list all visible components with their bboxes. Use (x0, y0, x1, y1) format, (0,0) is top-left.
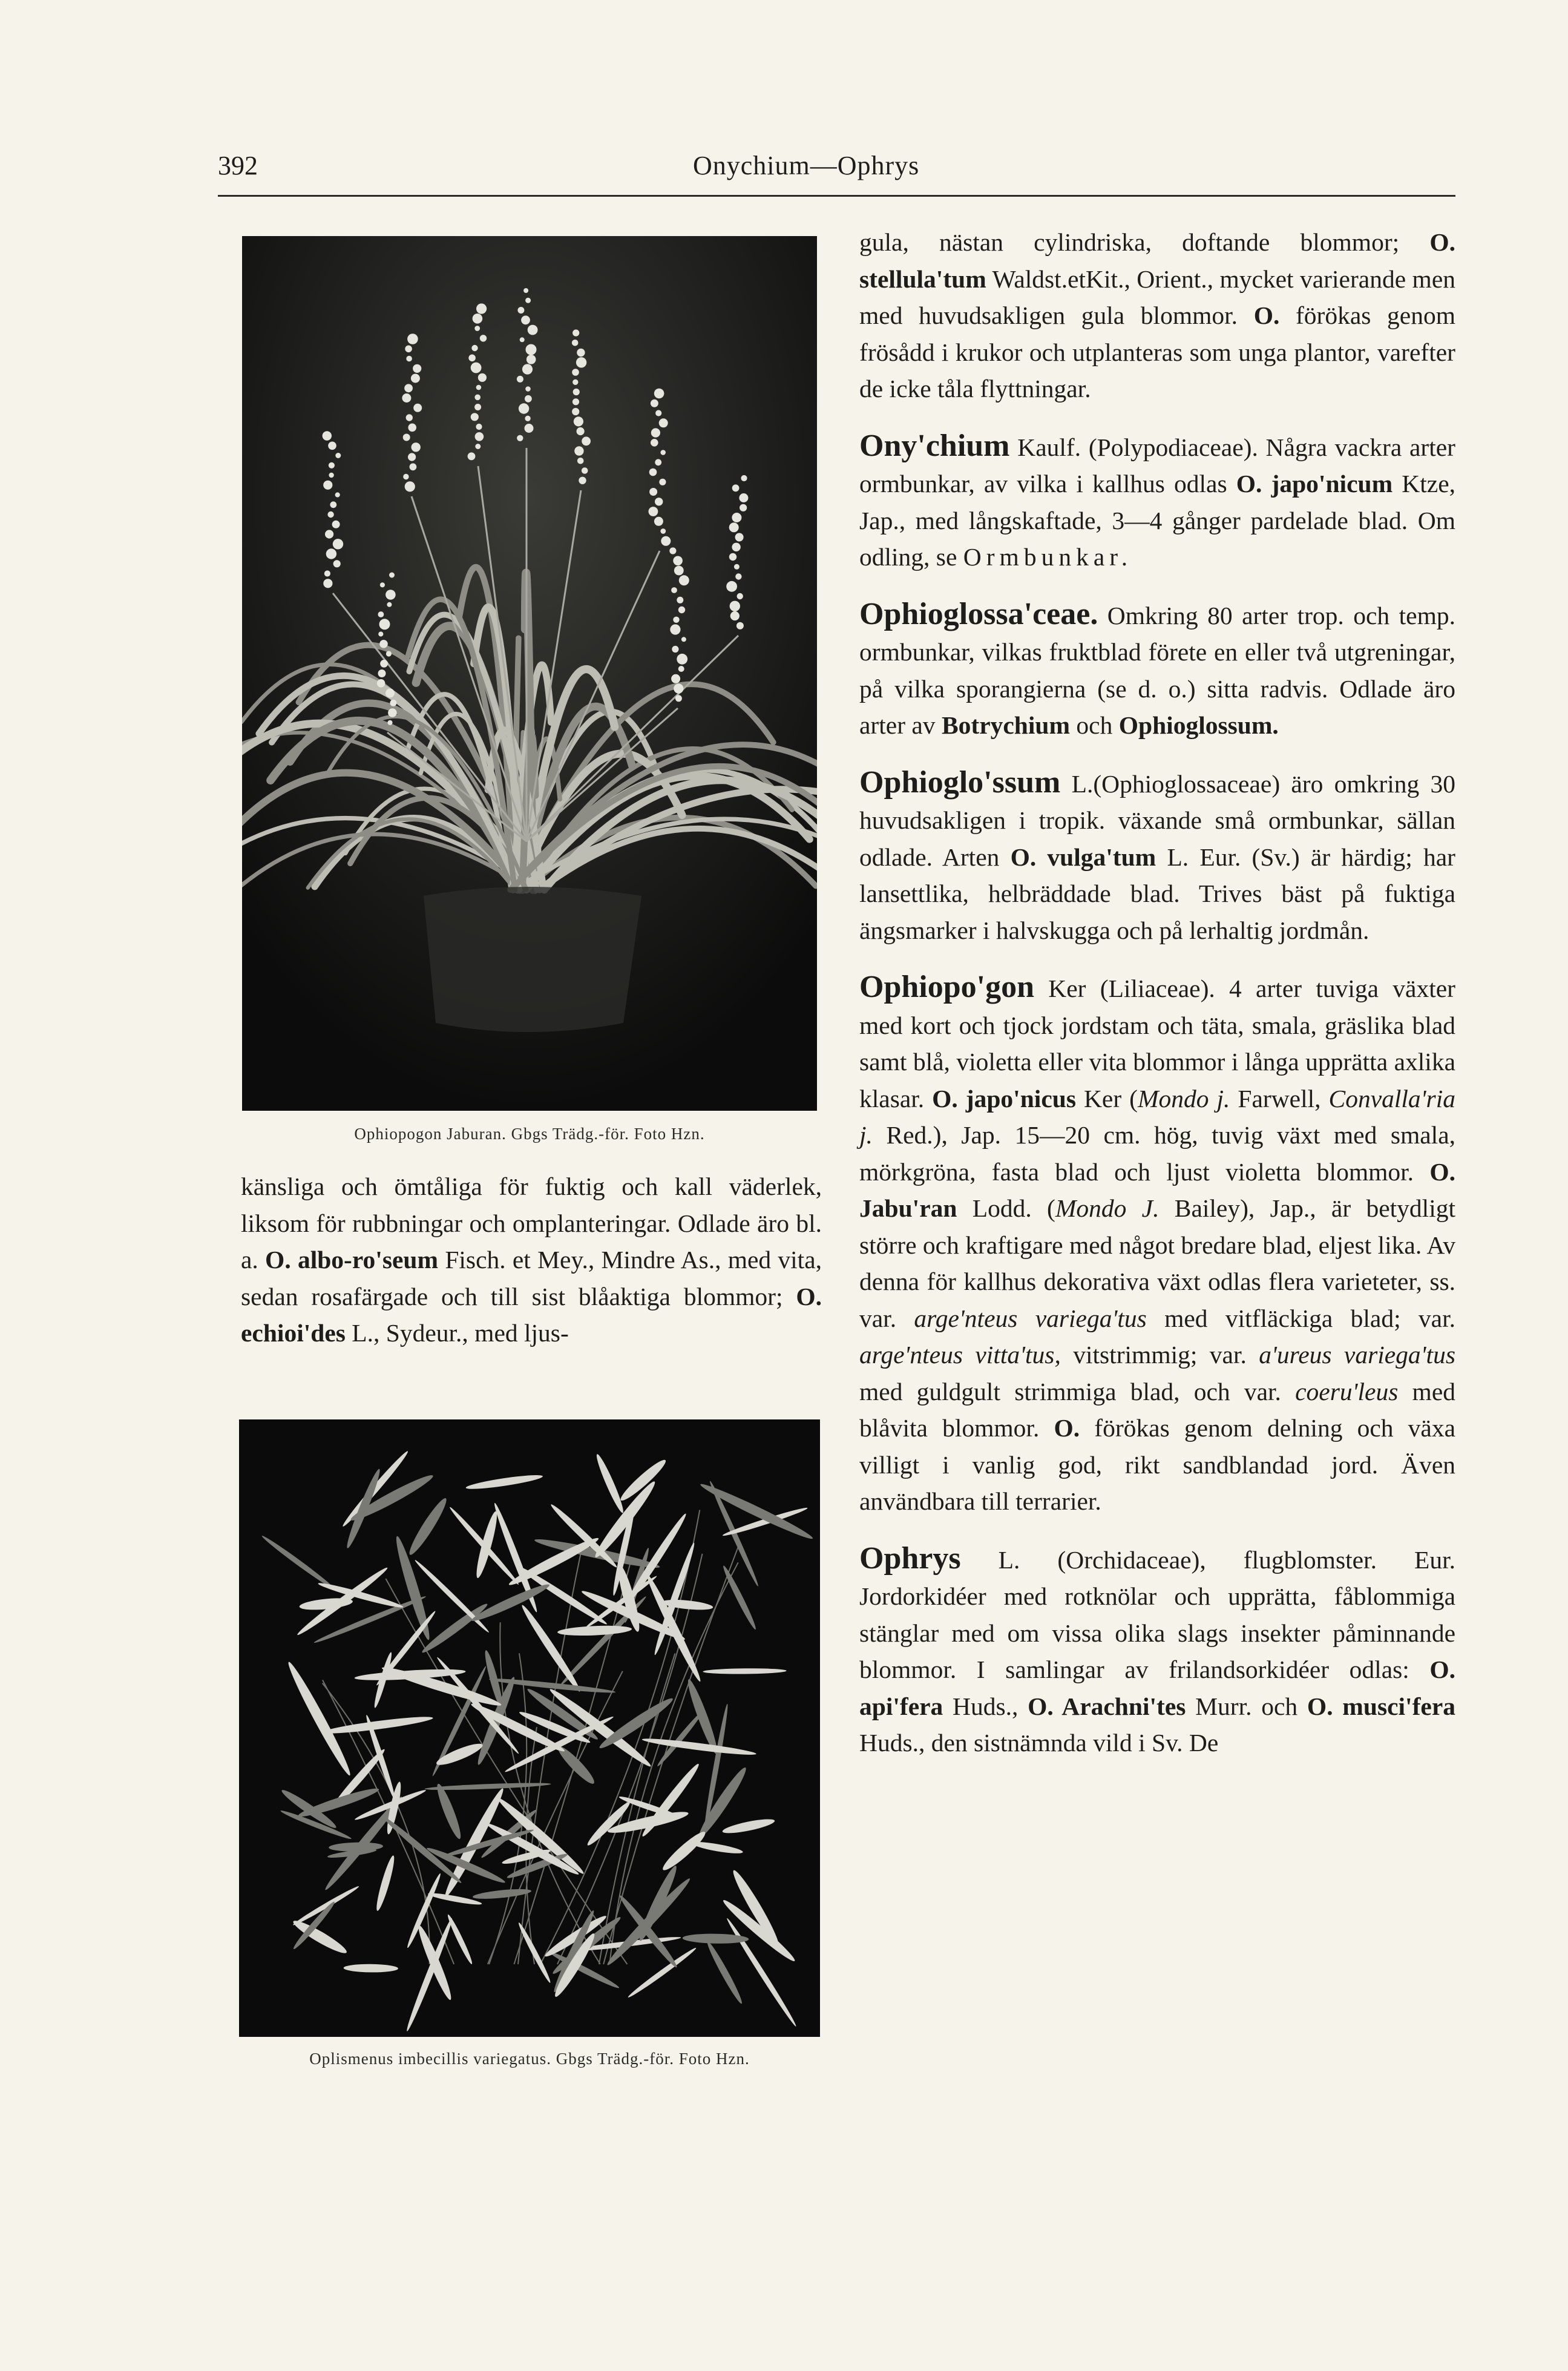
flower-bud (525, 424, 534, 433)
flower-bud (328, 442, 336, 450)
flower-bud (659, 479, 666, 485)
flower-bud (404, 384, 413, 392)
flower-bud (737, 593, 743, 599)
species-name: O. (1054, 1414, 1080, 1442)
flower-bud (387, 720, 392, 725)
flower-bud (741, 475, 747, 481)
body-text: känsliga och ömtåliga för fuktig och kall väderlek, liksom för rubbningar och omplanteringar. Odlade äro bl. a. (241, 1172, 822, 1274)
flower-bud (572, 408, 579, 415)
flower-bud (577, 349, 585, 357)
flower-bud (403, 434, 410, 441)
flower-bud (732, 484, 740, 492)
flower-bud (323, 431, 332, 440)
species-name: O. stellula'tum (859, 228, 1455, 293)
page-number: 392 (218, 151, 258, 180)
flower-bud (335, 453, 341, 458)
flower-bud (582, 467, 588, 474)
flower-bud (475, 444, 481, 449)
flower-bud (672, 646, 678, 653)
flower-bud (678, 666, 684, 672)
flower-bud (405, 346, 412, 353)
dictionary-entry (859, 428, 1455, 576)
dictionary-entry (859, 765, 1455, 949)
entry-headword: Ophrys (859, 1541, 961, 1576)
flower-bud (471, 363, 482, 373)
flower-bud (410, 463, 417, 470)
flower-bud (517, 307, 524, 314)
body-text: Murr. och (1186, 1692, 1307, 1720)
flower-bud (674, 683, 683, 693)
flower-bud (730, 611, 740, 620)
flower-bud (380, 582, 385, 587)
oplismenus-image (239, 1419, 820, 2037)
flower-bud (671, 674, 680, 683)
flower-bud (659, 418, 668, 427)
flower-bud (655, 410, 661, 416)
flower-bud (572, 380, 578, 385)
body-text: Red.), Jap. 15—20 cm. hög, tuvig växt med smala, mörkgröna, fasta blad och ljust violetta blommor. (859, 1121, 1455, 1186)
flower-bud (380, 660, 388, 668)
italic-name: arge'nteus variega'tus (914, 1304, 1147, 1332)
flower-bud (476, 385, 482, 390)
flower-bud (385, 689, 395, 698)
flower-bud (525, 395, 532, 403)
italic-name: Mondo j. (1137, 1084, 1230, 1113)
flower-bud (649, 507, 658, 516)
flower-bud (379, 640, 388, 648)
flower-bud (572, 369, 579, 376)
flower-bud (326, 548, 336, 559)
italic-name: a'ureus variega'tus (1259, 1341, 1455, 1369)
flower-bud (474, 404, 481, 410)
flower-bud (403, 474, 408, 479)
right-text-column (859, 224, 1455, 1761)
body-text: Waldst.etKit., Orient., mycket varierande men med huvudsakligen gula blommor. (859, 265, 1455, 329)
flower-bud (330, 501, 336, 508)
flower-bud (520, 337, 525, 342)
flower-bud (661, 536, 671, 546)
species-name: O. echioi'des (241, 1282, 822, 1347)
flower-bud (673, 617, 679, 623)
body-text: förökas genom frösådd i krukor och utplanteras som unga plantor, varefter de icke tåla flyttningar. (859, 301, 1455, 403)
flower-bud (379, 619, 390, 630)
body-text: L., Sydeur., med ljus- (345, 1319, 569, 1347)
flower-bud (480, 335, 487, 341)
flower-bud (406, 414, 413, 421)
flower-bud (528, 325, 538, 335)
flower-bud (406, 356, 412, 362)
figure-caption: Ophiopogon Jaburan. Gbgs Trädg.-för. Foto Hzn. (354, 1125, 705, 1143)
flower-bud (669, 547, 676, 554)
species-name: O. japo'nicum (1236, 470, 1393, 498)
body-text: med vitfläckiga blad; var. (1146, 1304, 1455, 1332)
left-text-column (241, 1168, 822, 1352)
flower-bud (386, 651, 392, 656)
flower-bud (377, 679, 385, 688)
flower-bud (579, 477, 586, 484)
flower-bud (729, 522, 739, 532)
flower-bud (333, 560, 341, 567)
italic-name: coeru'leus (1295, 1377, 1399, 1406)
body-text: Fisch. et Mey., Mindre As., med vita, sedan rosafärgade och till sist blåaktiga blommor; (241, 1246, 822, 1310)
flower-bud (471, 413, 479, 421)
flower-bud (378, 611, 384, 617)
flower-bud (526, 344, 537, 355)
flower-bud (335, 492, 340, 497)
flower-bud (679, 575, 689, 585)
flower-bud (329, 462, 335, 469)
flower-bud (405, 481, 415, 492)
italic-name: Convalla'ria j. (859, 1084, 1455, 1149)
flower-bud (407, 334, 418, 344)
flower-bud (740, 504, 747, 511)
flower-bud (677, 597, 683, 603)
flower-bud (468, 355, 476, 362)
flower-bud (402, 393, 411, 403)
dictionary-entry (859, 596, 1455, 744)
flower-bud (323, 579, 332, 588)
flower-bud (655, 498, 663, 505)
body-text: Huds., (943, 1692, 1028, 1720)
flower-bud (522, 364, 533, 374)
flower-bud (739, 493, 748, 502)
species-name: O. (1253, 301, 1280, 329)
species-name: O. Jabu'ran (859, 1157, 1455, 1222)
ophiopogon-image (242, 236, 817, 1111)
flower-bud (327, 511, 333, 518)
flower-bud (332, 521, 340, 528)
flower-bud (572, 329, 579, 336)
flower-bud (525, 386, 531, 392)
flower-bud (390, 700, 396, 706)
flower-bud (413, 364, 421, 373)
flower-bud (734, 564, 740, 570)
species-name: O. vulga'tum (1010, 843, 1156, 871)
entry-headword: Ophioglossa'ceae. (859, 596, 1098, 631)
flower-bud (526, 355, 536, 364)
flower-bud (681, 637, 686, 642)
flower-bud (408, 453, 416, 461)
flower-bud (651, 400, 658, 407)
flower-bud (474, 395, 481, 401)
flower-bud (649, 469, 657, 476)
species-name: O. japo'nicus (932, 1084, 1076, 1113)
body-text: Ker ( (1075, 1084, 1138, 1113)
flower-bud (412, 442, 421, 452)
italic-name: Mondo J. (1055, 1194, 1160, 1222)
flower-bud (654, 389, 664, 399)
flower-bud (577, 458, 584, 464)
cross-reference: Ormbunkar. (963, 543, 1133, 571)
flower-bud (736, 622, 744, 630)
flower-bud (323, 481, 332, 490)
flower-bud (582, 436, 591, 446)
body-text: Bailey), Jap., är betydligt större och kraftigare med något bredare blad, eljest lika. Av denna för kallhus dekorativa växt odlas flera varieteter, ss. var. (859, 1194, 1456, 1332)
figure-caption: Oplismenus imbecillis variegatus. Gbgs Trädg.-för. Foto Hzn. (309, 2050, 750, 2068)
flower-bud (735, 573, 741, 579)
flower-bud (671, 587, 677, 593)
flower-bud (655, 459, 661, 465)
entry-headword: Ony'chium (859, 428, 1010, 463)
flower-bud (525, 416, 530, 421)
header-rule (218, 195, 1455, 197)
flower-bud (649, 488, 657, 496)
body-text: Farwell, (1230, 1084, 1329, 1113)
flower-bud (519, 403, 529, 413)
flower-bud (476, 424, 482, 430)
species-name: O. api'fera (859, 1656, 1455, 1720)
flower-bud (413, 404, 422, 412)
flower-bud (677, 654, 687, 665)
flower-bud (651, 439, 658, 447)
dictionary-entry (859, 969, 1455, 1520)
flower-bud (476, 303, 487, 314)
body-text: L. Eur. (Sv.) är härdig; har lansettlika, helbräddade blad. Trives bäst på fuktiga ängsmarker i halvskugga och på lerhaltig jordmån. (859, 843, 1455, 944)
flower-bud (387, 602, 392, 607)
body-text: Kaulf. (Polypodiaceae). Några vackra arter ormbunkar, av vilka i kallhus odlas (859, 433, 1455, 498)
flower-bud (385, 590, 396, 600)
flower-bud (573, 389, 580, 395)
flower-bud (325, 530, 333, 538)
flower-bud (517, 376, 523, 383)
entry-headword: Ophioglo'ssum (859, 765, 1061, 800)
flower-bud (670, 624, 680, 634)
flower-bud (324, 570, 330, 576)
flower-bud (730, 601, 740, 611)
flower-bud (521, 315, 530, 324)
flower-bud (475, 432, 484, 441)
species-name: O. albo-ro'seum (265, 1246, 439, 1274)
flower-bud (574, 416, 583, 426)
flower-bud (408, 424, 416, 432)
flower-bud (468, 452, 476, 460)
flower-bud (732, 513, 741, 522)
dictionary-entry (859, 224, 1455, 407)
body-text: Huds., den sistnämnda vild i Sv. De (859, 1729, 1219, 1757)
flower-bud (517, 435, 523, 441)
flower-bud (678, 607, 685, 613)
flower-bud (660, 450, 666, 455)
flower-bud (735, 533, 744, 542)
flower-bud (473, 314, 483, 324)
flower-bud (478, 373, 487, 382)
body-text: vitstrimmig; var. (1060, 1341, 1259, 1369)
entry-headword: Ophiopo'gon (859, 970, 1035, 1004)
species-name: Botrychium (941, 711, 1071, 739)
dictionary-entry (859, 1541, 1455, 1761)
flower-bud (577, 427, 585, 435)
flower-bud (675, 695, 682, 702)
flower-bud (411, 374, 420, 383)
body-text: förökas genom delning och växa villigt i vanlig god, rikt sandblandad jord. Även användbara till terrarier. (859, 1414, 1455, 1515)
flower-bud (471, 345, 477, 351)
flower-bud (574, 446, 583, 455)
flower-bud (572, 340, 579, 346)
flower-bud (333, 539, 343, 549)
flower-bud (576, 357, 586, 367)
body-text: L.(Ophioglossaceae) äro omkring 30 huvudsakligen i tropik. växande små ormbunkar, sällan odlade. Arten (859, 769, 1455, 871)
body-text: och (1070, 711, 1119, 739)
oplismenus-photo (239, 1419, 820, 2037)
flower-bud (474, 326, 480, 331)
flower-bud (673, 556, 683, 566)
flower-bud (378, 669, 386, 677)
flower-bud (654, 517, 663, 526)
body-text: gula, nästan cylindriska, doftande blommor; (859, 228, 1430, 256)
italic-name: arge'nteus vitta'tus, (859, 1341, 1061, 1369)
body-text: Omkring 80 arter trop. och temp. ormbunkar, vilkas fruktblad förete en eller två utgreningar, på vilka sporangierna (se d. o.) sitta radvis. Odlade äro arter av (859, 601, 1455, 739)
flower-bud (389, 573, 395, 578)
paragraph (241, 1168, 822, 1352)
species-name: O. musci'fera (1307, 1692, 1455, 1720)
flower-bud (523, 288, 528, 293)
species-name: Ophioglossum. (1118, 711, 1279, 739)
species-name: O. Arachni'tes (1028, 1692, 1186, 1720)
flower-bud (651, 428, 660, 437)
flower-bud (525, 298, 531, 303)
body-text: L. (Orchidaceae), flugblomster. Eur. Jordorkidéer med rotknölar och upprätta, fåblommiga stänglar med om vissa olika slags insekter påminnande blommor. I samlingar av frilandsorkidéer odlas: (859, 1545, 1455, 1683)
flower-bud (729, 553, 736, 561)
flower-bud (726, 581, 737, 592)
ophiopogon-photo (242, 236, 817, 1111)
running-head: Onychium—Ophrys (693, 151, 920, 180)
flower-bud (674, 566, 684, 576)
flower-bud (388, 708, 397, 717)
flower-bud (732, 543, 740, 551)
flower-bud (378, 631, 383, 636)
body-text: Ker (Liliaceae). 4 arter tuviga växter med kort och tjock jordstam och täta, smala, gräslika blad samt blå, violetta eller vita blommor i långa upprätta axlika klasar. (859, 975, 1455, 1113)
body-text: Lodd. ( (957, 1194, 1055, 1222)
flower-bud (329, 473, 333, 478)
flower-bud (660, 528, 666, 534)
body-text: med guldgult strimmiga blad, och var. (859, 1377, 1296, 1406)
flower-bud (572, 398, 579, 405)
body-text: Ktze, Jap., med långskaftade, 3—4 gånger pardelade blad. Om odling, se (859, 470, 1456, 571)
body-text: med blåvita blommor. (859, 1377, 1455, 1442)
